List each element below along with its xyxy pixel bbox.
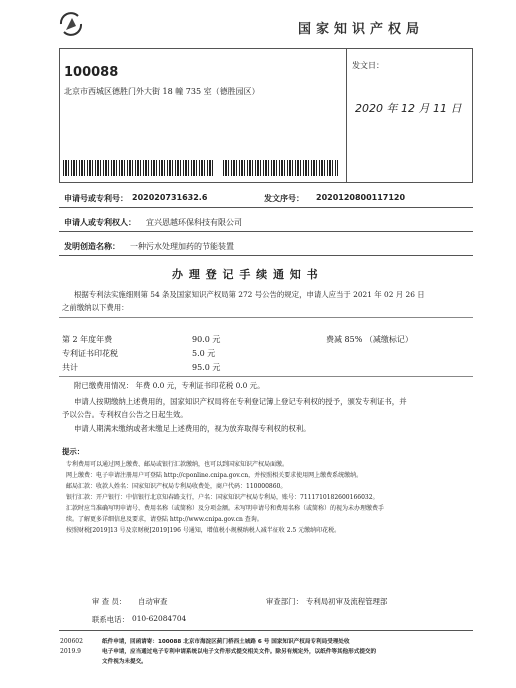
rule	[59, 255, 473, 256]
mail-instruction: 纸件申请，回函请寄：100088 北京市海淀区蓟门桥西土城路 6 号 国家知识产权局专利局受理处收	[102, 639, 350, 645]
rule	[59, 182, 473, 183]
fee-name: 共计	[62, 363, 78, 372]
fee-row	[62, 362, 452, 374]
form-code: 200602	[60, 638, 83, 645]
tip-line: 银行汇款：开户银行：中信银行北京知春路支行，户名：国家知识产权局专利局，账号：7111710182600166032。	[66, 494, 379, 501]
fee-name: 第 2 年度年费	[62, 335, 113, 344]
application-number: 202020731632.6	[132, 193, 208, 202]
tip-line: 汇款时应当准确写明申请号、费用名称（或简称）及分项金额。未写明申请号和费用名称（或简称）的视为未办理缴费手	[66, 505, 385, 512]
barcode-right	[223, 160, 338, 176]
notice-intro-line2: 之前缴纳以下费用：	[62, 303, 129, 312]
rule	[59, 207, 473, 208]
dispatch-date: 2020 年 12 月 11 日	[355, 102, 462, 115]
paragraph: 申请人按期缴纳上述费用的，国家知识产权局将在专利登记簿上登记专利权的授予，颁发专利证书，并	[74, 397, 407, 406]
cnipa-logo	[58, 12, 84, 36]
address-text: 北京市西城区德胜门外大街 18 幢 735 室（德胜园区）	[64, 87, 260, 96]
tip-line: 网上缴费：电子申请注册用户可登陆 http://cponline.cnipa.gov.cn，并按照相关要求使用网上缴费系统缴纳。	[66, 472, 363, 479]
notice-heading: 办 理 登 记 手 续 通 知 书	[172, 268, 319, 281]
department-label: 审查部门：	[266, 597, 303, 606]
form-date: 2019.9	[60, 648, 81, 655]
fee-name: 专利证书印花税	[62, 349, 118, 358]
rule	[59, 376, 473, 377]
serial-number: 2020120800117120	[316, 193, 406, 202]
fee-amount: 5.0 元	[192, 349, 216, 358]
tip-line: 按照财税[2019]13 号及京财税[2019]196 号通知，增值税小规模纳税人减半征收 2.5 元缴纳印花税。	[66, 527, 341, 534]
application-number-label: 申请号或专利号：	[64, 194, 128, 203]
fee-note: 费减 85% （减缴标记）	[326, 335, 413, 344]
tips-label: 提示：	[62, 447, 85, 456]
phone-number: 010-62084704	[132, 614, 187, 623]
serial-label: 发文序号：	[264, 194, 304, 203]
mail-instruction: 电子申请，应当通过电子专利申请系统以电子文件形式提交相关文件。除另有规定外，以纸件等其他形式提交的	[102, 649, 377, 655]
tip-line: 专利费用可以通过网上缴费、邮局或银行汇款缴纳，也可以到国家知识产权局面缴。	[66, 461, 289, 468]
tip-line: 邮局汇款：收款人姓名：国家知识产权局专利局收费处，商户代码：110000860。	[66, 483, 287, 490]
rule	[59, 231, 473, 232]
notice-intro-line1: 根据专利法实施细则第 54 条及国家知识产权局第 272 号公告的规定，申请人应当于 2021 年 02 月 26 日	[74, 290, 425, 299]
fee-amount: 90.0 元	[192, 335, 221, 344]
mail-instruction: 文件视为未提交。	[102, 659, 147, 665]
postcode: 100088	[64, 65, 119, 80]
paragraph: 予以公告。专利权自公告之日起生效。	[62, 410, 188, 419]
dispatch-label: 发文日：	[352, 61, 384, 70]
phone-label: 联系电话：	[92, 615, 129, 624]
tip-line: 续。了解更多详细信息及要求，请登陆 http://www.cnipa.gov.cn 查询。	[66, 516, 263, 523]
fee-amount: 95.0 元	[192, 363, 221, 372]
rule	[59, 630, 473, 631]
invention-title: 一种污水处理加药的节能装置	[130, 242, 234, 251]
rule	[59, 317, 473, 318]
examiner-name: 自动审查	[138, 597, 168, 606]
examiner-label: 审 查 员：	[92, 597, 127, 606]
applicant-label: 申请人或专利权人：	[64, 218, 136, 227]
paragraph: 申请人期满未缴纳或者未缴足上述费用的，视为放弃取得专利权的权利。	[74, 424, 311, 433]
fee-row	[62, 348, 452, 360]
office-name: 国家知识产权局	[298, 22, 425, 37]
applicant-name: 宜兴恩越环保科技有限公司	[146, 218, 242, 227]
address-box-divider	[346, 48, 347, 182]
department-name: 专利局初审及流程管理部	[306, 597, 388, 606]
fee-row	[62, 334, 452, 346]
invention-title-label: 发明创造名称：	[64, 242, 120, 251]
barcode-left	[63, 160, 213, 176]
paid-status: 附已缴费用情况： 年费 0.0 元，专利证书印花税 0.0 元。	[74, 381, 265, 390]
